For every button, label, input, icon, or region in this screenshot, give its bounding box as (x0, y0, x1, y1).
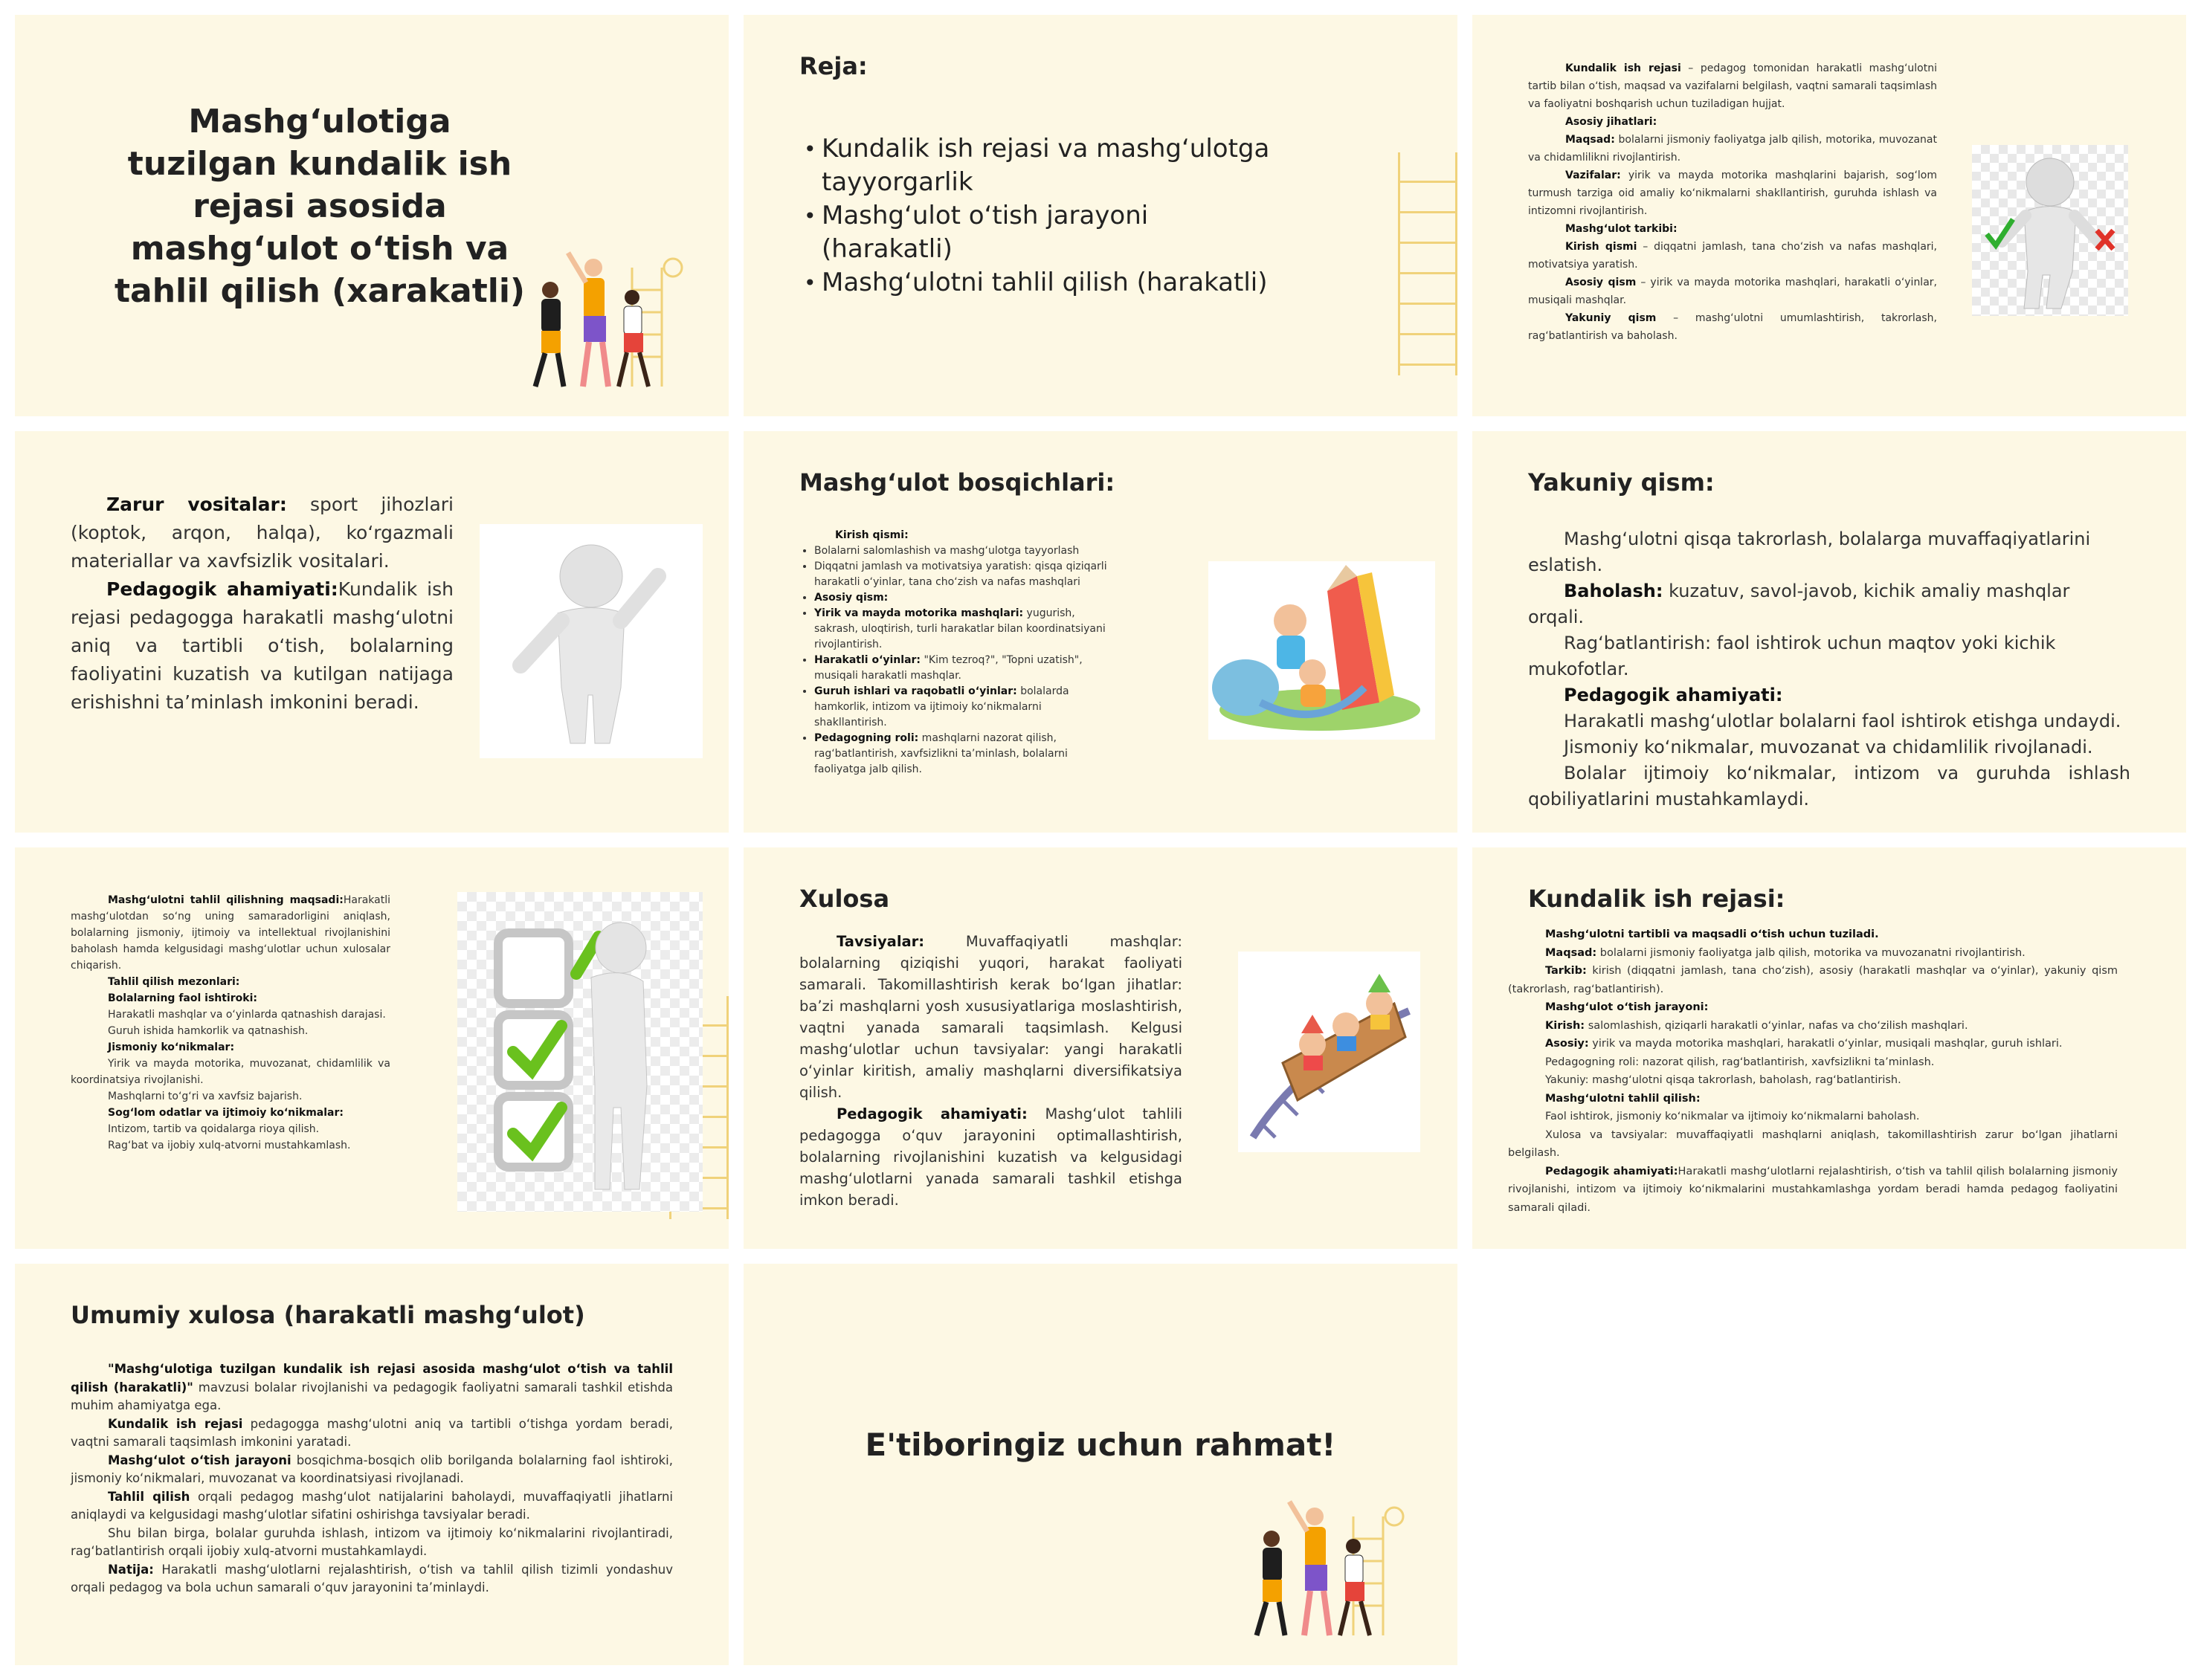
slide-heading: Reja: (799, 52, 868, 80)
slide-10-general-conclusion[interactable] (15, 1264, 729, 1665)
plan-list (799, 132, 1275, 300)
figure-welcome-image (480, 524, 703, 758)
list-item: • Diqqatni jamlash va motivatsiya yaratish: qisqa qiziqarli harakatli o‘yinlar, tana cho‘zish va nafas mashqlari (814, 559, 1112, 590)
slide-body: Kundalik ish rejasi – pedagog tomonidan harakatli mashg‘ulotni tartib bilan o‘tish, maqsad va vazifalarni belgilash, vaqtni samarali taqsimlash va faoliyatni boshqarish uchun tuziladigan hujjat. Asosiy jihatlari: Maqsad: bolalarni jismoniy faoliyatga jalb qilish, motorika, muvozanat va chidamlilikni rivojlantirish. Vazifalar: yirik va mayda motorika mashqlarini bajarish, sog‘lom turmush tarziga oid amaliy ko‘nikmalarni shakllantirish, guruhda ishlash va intizomni rivojlantirish. Mashg‘ulot tarkibi: Kirish qismi – diqqatni jamlash, tana cho‘zish va nafas mashqlari, motivatsiya yaratish. Asosiy qism – yirik va mayda motorika mashqlari, harakatli o‘yinlar, musiqali mashqlar. Yakuniy qism – mashg‘ulotni umumlashtirish, takrorlash, rag‘batlantirish va baholash. (1528, 62, 1937, 342)
slide-body: Zarur vositalar: sport jihozlari (koptok, arqon, halqa), ko‘rgazmali materiallar va xavfsizlik vositalari. Pedagogik ahamiyati:Kundalik ish rejasi pedagogga harakatli mashg‘ulotni aniq va tartibli o‘tish, bolalarning faoliyatini kuzatish va kutilgan natijaga erishishni ta’minlash imkonini beradi. (71, 494, 454, 713)
list-item: • Pedagogning roli: mashqlarni nazorat qilish, rag‘batlantirish, xavfsizlikni ta’minlash, bolalarni faoliyatga jalb qilish. (814, 731, 1112, 778)
ladder-decoration (1398, 152, 1457, 375)
slide-2-plan[interactable] (744, 15, 1457, 416)
exercise-people-illustration (521, 238, 699, 401)
slide-body: Mashg‘ulotni tartibli va maqsadli o‘tish uchun tuziladi. Maqsad: bolalarni jismoniy faoliyatga jalb qilish, motorika va muvozanatni rivojlantirish. Tarkib: kirish (diqqatni jamlash, tana cho‘zish), asosiy (harakatli mashqlar va o‘yinlar), yakuniy qism (takrorlash, rag‘batlantirish). Mashg‘ulot o‘tish jarayoni: Kirish: salomlashish, qiziqarli harakatli o‘yinlar, nafas va cho‘zilish mashqlari. Asosiy: yirik va mayda motorika mashqlari, harakatli o‘yinlar, musiqali mashqlar, guruh ishlari. Pedagogning roli: nazorat qilish, rag‘batlantirish, xavfsizlikni ta’minlash. Yakuniy: mashg‘ulotni qisqa takrorlash, baholash, rag‘batlantirish. Mashg‘ulotni tahlil qilish: Faol ishtirok, jismoniy ko‘nikmalar va ijtimoiy ko‘nikmalarni baholash. Xulosa va tavsiyalar: muvaffaqiyatli mashqlarni aniqlash, takomillashtirish zarur bo‘lgan jihatlarni belgilash. Pedagogik ahamiyati:Harakatli mashg‘ulotlarni rejalashtirish, o‘tish va tahlil qilish bolalarning jismoniy rivojlanishi, intizom va ijtimoiy ko‘nikmalarini mustahkamlashga yordam beradi hamda pedagog faoliyatini samarali qiladi. (1508, 928, 2118, 1214)
children-rollercoaster-image (1238, 952, 1420, 1152)
slide-title: Mashg‘ulotiga tuzilgan kundalik ish rejasi asosida mashg‘ulot o‘tish va tahlil qilish (xarakatli) (114, 103, 526, 310)
slide-body: Mashg‘ulotni tahlil qilishning maqsadi:Harakatli mashg‘ulotdan so‘ng uning samaradorligini aniqlash, bolalarning jismoniy, ijtimoiy va intellektual rivojlanishini baholash hamda kelgusidagi mashg‘ulotlar uchun xulosalar chiqarish. Tahlil qilish mezonlari: Bolalarning faol ishtiroki: Harakatli mashqlar va o‘yinlarda qatnashish darajasi. Guruh ishida hamkorlik va qatnashish. Jismoniy ko‘nikmalar: Yirik va mayda motorika, muvozanat, chidamlilik va koordinatsiya rivojlanishi. Mashqlarni to‘g‘ri va xavfsiz bajarish. Sog‘lom odatlar va ijtimoiy ko‘nikmalar: Intizom, tartib va qoidalarga rioya qilish. Rag‘bat va ijobiy xulq-atvorni mustahkamlash. (71, 894, 390, 1151)
checklist-figure-image (457, 892, 703, 1212)
children-pencil-image (1208, 561, 1435, 740)
list-item: • Bolalarni salomlashish va mashg‘ulotga tayyorlash (814, 543, 1112, 559)
slide-body: Tavsiyalar: Muvaffaqiyatli mashqlar: bolalarning qiziqishi yuqori, harakat faoliyati samarali. Takomillashtirish kerak bo‘lgan jihatlar: ba’zi mashqlarni yosh xususiyatlariga moslashtirish, vaqtni yanada samarali taqsimlash. Kelgusi mashg‘ulotlar uchun tavsiyalar: yangi harakatli o‘yinlar kiritish, amaliy mashqlarni diversifikatsiya qilish. Pedagogik ahamiyati: Mashg‘ulot tahlili pedagogga o‘quv jarayonini optimallashtirish, bolalarning rivojlanishini kuzatish va kelgusidagi mashg‘ulotlarni yanada samarali tashkil etishga imkon beradi. (799, 933, 1182, 1209)
slide-heading: Yakuniy qism: (1528, 468, 1715, 497)
slide-7-analysis[interactable] (15, 847, 729, 1249)
slide-heading: Mashg‘ulot bosqichlari: (799, 468, 1115, 497)
slide-body: "Mashg‘ulotiga tuzilgan kundalik ish rejasi asosida mashg‘ulot o‘tish va tahlil qilish (harakatli)" mavzusi bolalar rivojlanishi va pedagogik faoliyatni samarali tashkil etishda muhim ahamiyatga ega. Kundalik ish rejasi pedagogga mashg‘ulotni aniq va tartibli o‘tishga yordam beradi, vaqtni samarali taqsimlash imkonini yaratadi. Mashg‘ulot o‘tish jarayoni bosqichma-bosqich olib borilganda bolalarning faol ishtiroki, jismoniy ko‘nikmalari, muvozanat va koordinatsiyasi rivojlanadi. Tahlil qilish orqali pedagog mashg‘ulot natijalarini baholaydi, muvaffaqiyatli jihatlarni aniqlaydi va kelgusidagi mashg‘ulotlar sifatini oshirishga tavsiyalar beradi. Shu bilan birga, bolalar guruhda ishlash, intizom va ijtimoiy ko‘nikmalarini rivojlantiradi, rag‘batlantirish orqali ijobiy xulq-atvorni mustahkamlaydi. Natija: Harakatli mashg‘ulotlarni rejalashtirish, o‘tish va tahlil qilish tizimli yondashuv orqali pedagog va bola uchun samarali o‘quv jarayonini ta’minlaydi. (71, 1362, 674, 1595)
slide-3-daily-plan[interactable] (1472, 15, 2186, 416)
list-item: • Yirik va mayda motorika mashqlari: yugurish, sakrash, uloqtirish, turli harakatlar bilan koordinatsiyani rivojlantirish. (814, 606, 1112, 653)
slide-heading: Umumiy xulosa (harakatli mashg‘ulot) (71, 1301, 585, 1329)
slide-5-stages[interactable] (744, 431, 1457, 833)
list-item: • Guruh ishlari va raqobatli o‘yinlar: bolalarda hamkorlik, intizom va ijtimoiy ko‘nikmalarni shakllantirish. (814, 684, 1112, 731)
slide-body: Mashg‘ulotni qisqa takrorlash, bolalarga muvaffaqiyatlarini eslatish. Baholash: kuzatuv, savol-javob, kichik amaliy mashqlar orqali. Rag‘batlantirish: faol ishtirok uchun maqtov yoki kichik mukofotlar. Pedagogik ahamiyati: Harakatli mashg‘ulotlar bolalarni faol ishtirok etishga undaydi. Jismoniy ko‘nikmalar, muvozanat va chidamlilik rivojlanadi. Bolalar ijtimoiy ko‘nikmalar, intizom va guruhda ishlash qobiliyatlarini mustahkamlaydi. (1528, 529, 2130, 810)
exercise-people-illustration (1242, 1487, 1420, 1650)
slide-6-final-part[interactable] (1472, 431, 2186, 833)
slide-4-tools[interactable] (15, 431, 729, 833)
slide-heading: Kundalik ish rejasi: (1528, 885, 1785, 913)
list-item: • Mashg‘ulotni tahlil qilish (harakatli) (799, 266, 1275, 300)
slide-1-title[interactable] (15, 15, 729, 416)
list-item: • Asosiy qism: (814, 590, 1112, 606)
list-item: • Mashg‘ulot o‘tish jarayoni (harakatli) (799, 199, 1275, 266)
slide-9-daily-plan-summary[interactable] (1472, 847, 2186, 1249)
list-item: • Kundalik ish rejasi va mashg‘ulotga tayyorgarlik (799, 132, 1275, 199)
slide-heading: Xulosa (799, 885, 890, 913)
figure-check-cross-image (1972, 145, 2128, 316)
slide-8-conclusion[interactable] (744, 847, 1457, 1249)
stages-list: Kirish qismi: • Bolalarni salomlashish va mashg‘ulotga tayyorlash • Diqqatni jamlash va motivatsiya yaratish: qisqa qiziqarli harakatli o‘yinlar, tana cho‘zish va nafas mashqlari • Asosiy qism: • Yirik va mayda motorika mashqlari: yugurish, sakrash, uloqtirish, turli harakatlar bilan koordinatsiyani rivojlantirish. • Harakatli o‘yinlar: "Kim tezroq?", "Topni uzatish", musiqali harakatli mashqlar. • Guruh ishlari va raqobatli o‘yinlar: bolalarda hamkorlik, intizom va ijtimoiy ko‘nikmalarni shakllantirish. • Pedagogning roli: mashqlarni nazorat qilish, rag‘batlantirish, xavfsizlikni ta’minlash, bolalarni faoliyatga jalb qilish. (799, 528, 1112, 778)
thanks-title: E'tiboringiz uchun rahmat! (865, 1427, 1336, 1463)
list-item: • Harakatli o‘yinlar: "Kim tezroq?", "Topni uzatish", musiqali harakatli mashqlar. (814, 653, 1112, 684)
slide-11-thanks[interactable] (744, 1264, 1457, 1665)
